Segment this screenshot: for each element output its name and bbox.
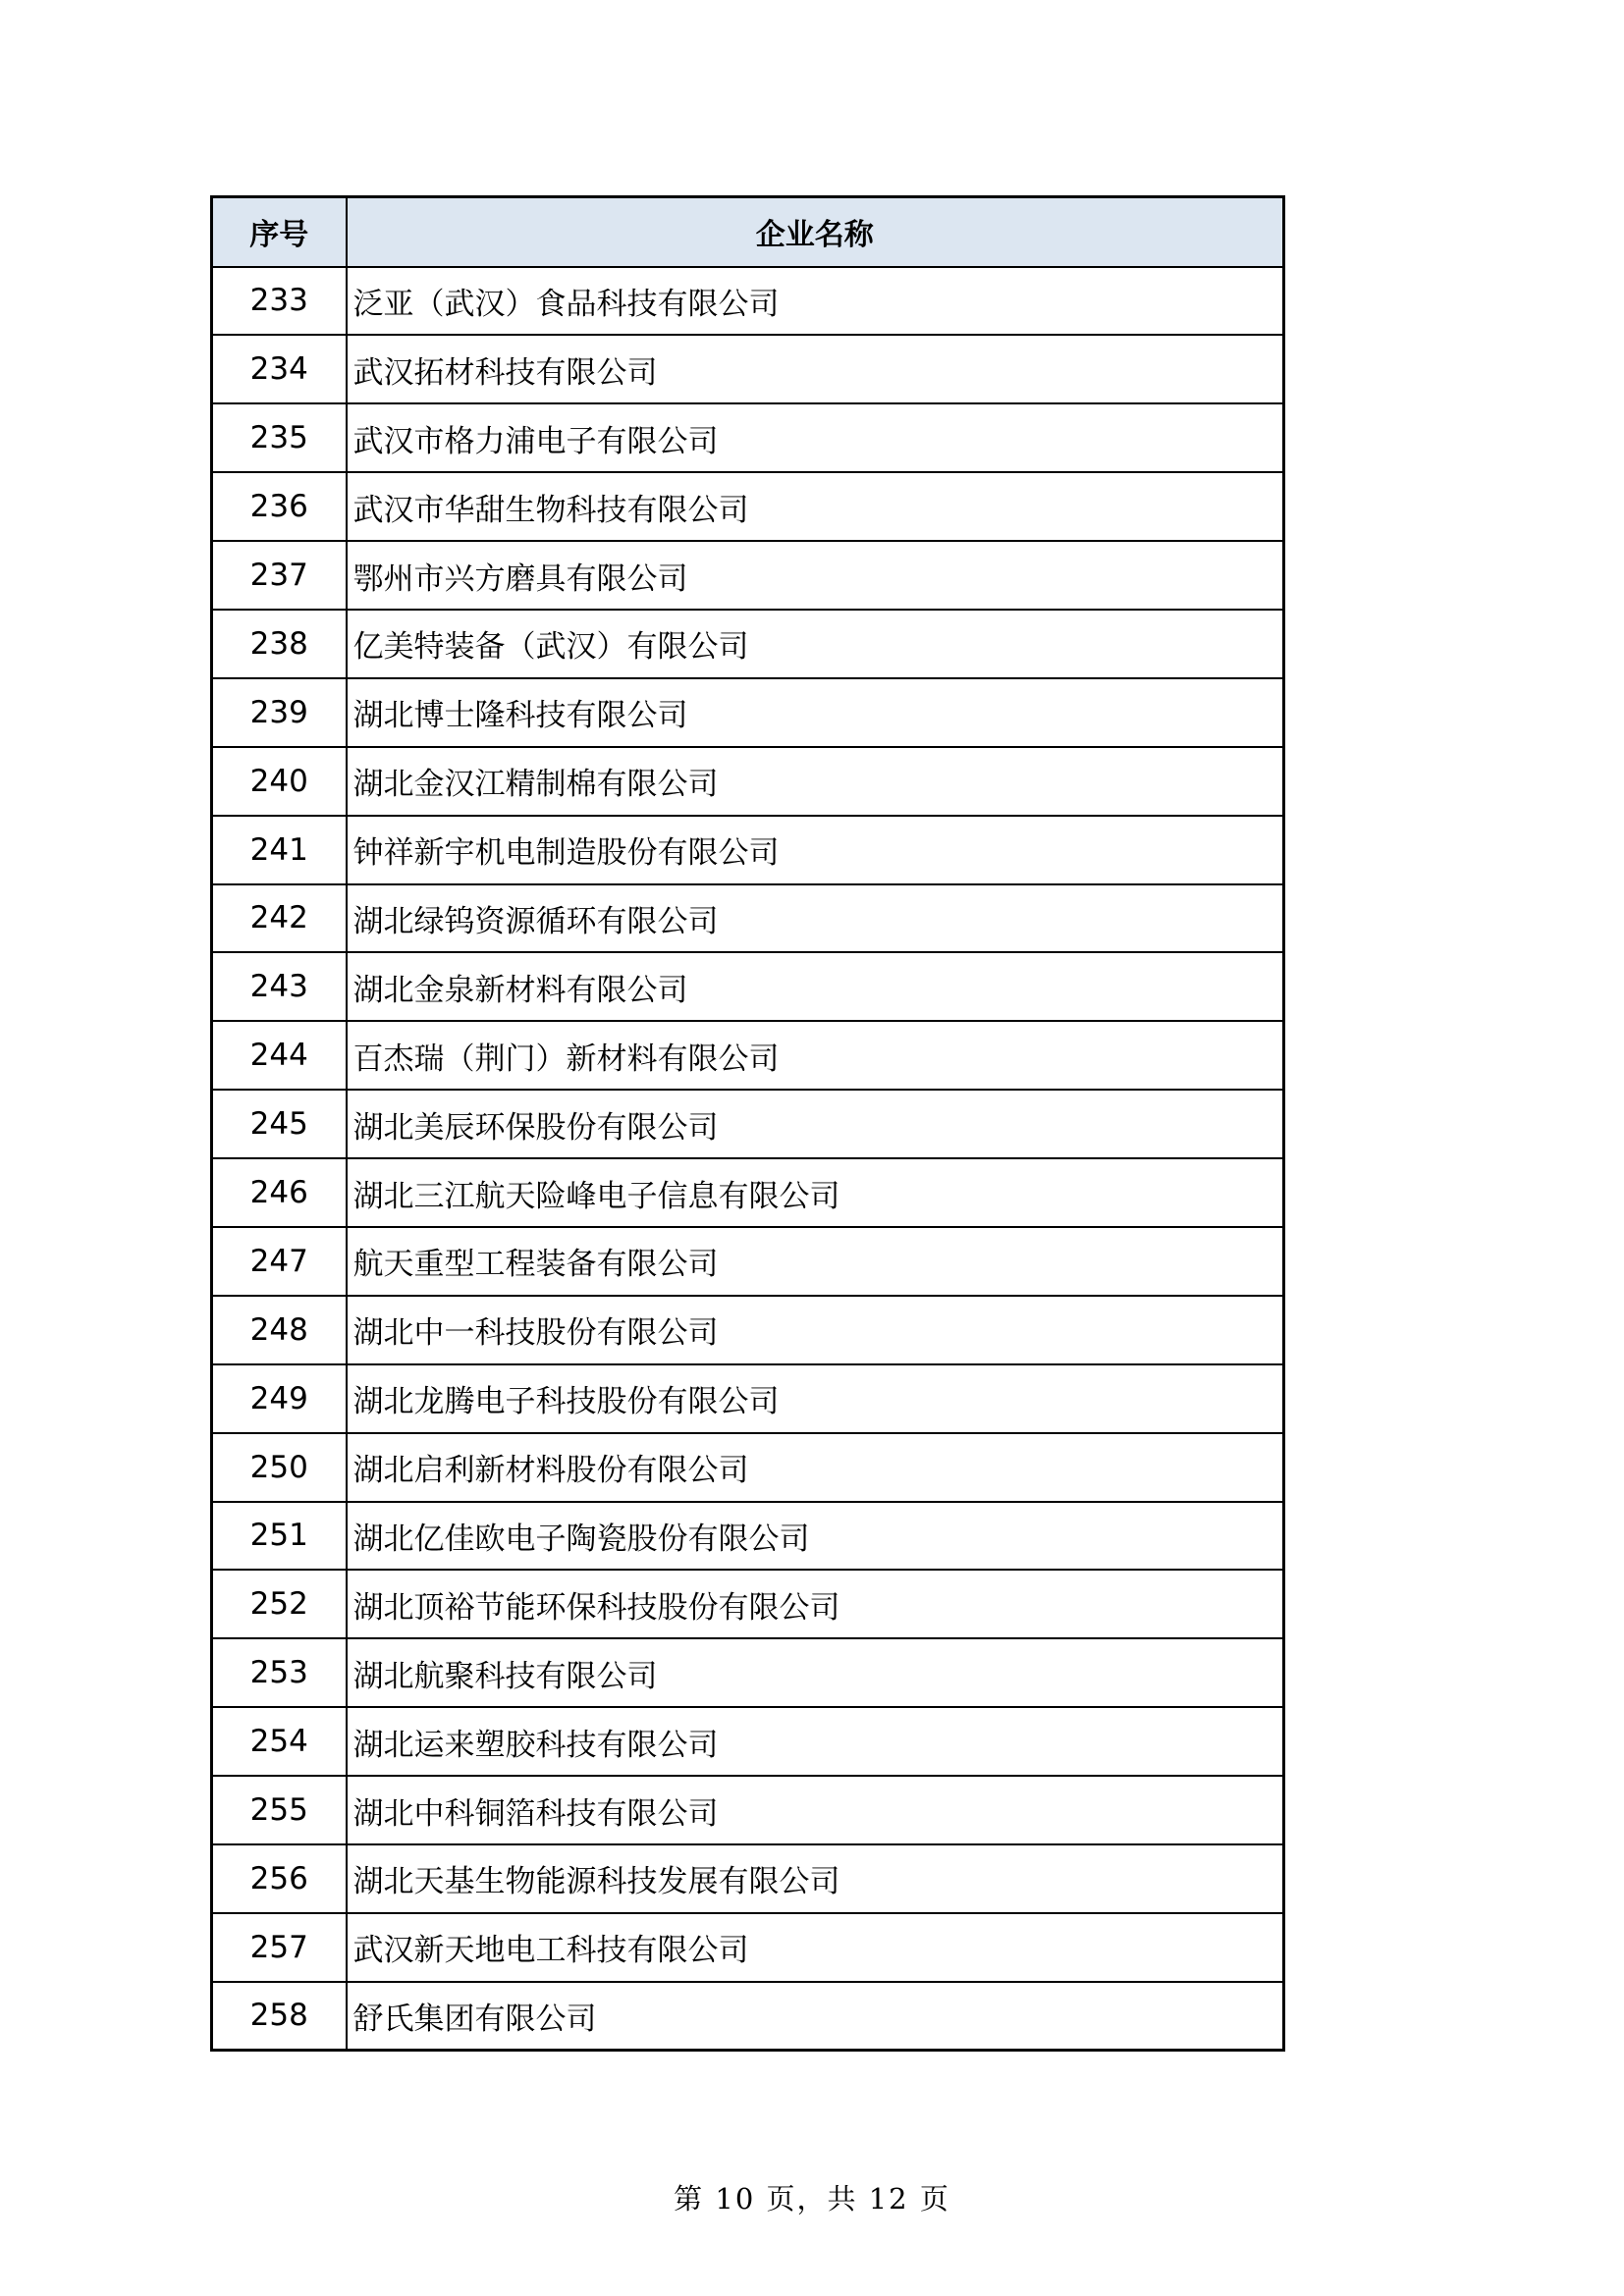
row-company-name: 武汉拓材科技有限公司 <box>347 335 1284 403</box>
table-row <box>212 472 1284 541</box>
table-header <box>212 197 1284 267</box>
row-index: 240 <box>212 747 347 816</box>
table-row <box>212 1844 1284 1913</box>
row-index: 247 <box>212 1227 347 1296</box>
row-company-name: 湖北龙腾电子科技股份有限公司 <box>347 1364 1284 1433</box>
row-index: 249 <box>212 1364 347 1433</box>
row-company-name: 航天重型工程装备有限公司 <box>347 1227 1284 1296</box>
row-index: 235 <box>212 403 347 472</box>
row-company-name: 鄂州市兴方磨具有限公司 <box>347 541 1284 610</box>
row-index: 253 <box>212 1638 347 1707</box>
row-index: 254 <box>212 1707 347 1776</box>
row-index: 234 <box>212 335 347 403</box>
row-company-name: 百杰瑞（荆门）新材料有限公司 <box>347 1021 1284 1090</box>
row-index: 246 <box>212 1158 347 1227</box>
row-company-name: 武汉市华甜生物科技有限公司 <box>347 472 1284 541</box>
row-company-name: 湖北航聚科技有限公司 <box>347 1638 1284 1707</box>
table-row <box>212 1227 1284 1296</box>
row-index: 251 <box>212 1502 347 1571</box>
row-index: 236 <box>212 472 347 541</box>
table-row <box>212 1638 1284 1707</box>
row-company-name: 湖北绿钨资源循环有限公司 <box>347 884 1284 953</box>
table-row <box>212 1502 1284 1571</box>
row-company-name: 湖北运来塑胶科技有限公司 <box>347 1707 1284 1776</box>
row-index: 239 <box>212 678 347 747</box>
row-company-name: 湖北中一科技股份有限公司 <box>347 1296 1284 1364</box>
row-company-name: 湖北顶裕节能环保科技股份有限公司 <box>347 1570 1284 1638</box>
table-header-row <box>212 197 1284 267</box>
table-row <box>212 610 1284 678</box>
header-company-name: 企业名称 <box>347 197 1284 267</box>
row-index: 237 <box>212 541 347 610</box>
row-company-name: 湖北博士隆科技有限公司 <box>347 678 1284 747</box>
row-index: 248 <box>212 1296 347 1364</box>
page-number-footer: 第 10 页，共 12 页 <box>674 2182 950 2216</box>
table-row <box>212 884 1284 953</box>
row-company-name: 湖北三江航天险峰电子信息有限公司 <box>347 1158 1284 1227</box>
row-company-name: 钟祥新宇机电制造股份有限公司 <box>347 816 1284 884</box>
table-row <box>212 1982 1284 2051</box>
table-row <box>212 1021 1284 1090</box>
row-index: 242 <box>212 884 347 953</box>
table-row <box>212 1364 1284 1433</box>
row-index: 233 <box>212 267 347 336</box>
table-row <box>212 1776 1284 1844</box>
row-company-name: 湖北天基生物能源科技发展有限公司 <box>347 1844 1284 1913</box>
table-row <box>212 952 1284 1021</box>
table-row <box>212 747 1284 816</box>
table-body <box>212 267 1284 2051</box>
row-index: 250 <box>212 1433 347 1502</box>
table-row <box>212 1296 1284 1364</box>
table-row <box>212 1090 1284 1158</box>
row-index: 257 <box>212 1913 347 1982</box>
row-index: 238 <box>212 610 347 678</box>
row-company-name: 泛亚（武汉）食品科技有限公司 <box>347 267 1284 336</box>
row-company-name: 武汉市格力浦电子有限公司 <box>347 403 1284 472</box>
row-company-name: 湖北亿佳欧电子陶瓷股份有限公司 <box>347 1502 1284 1571</box>
row-company-name: 湖北美辰环保股份有限公司 <box>347 1090 1284 1158</box>
table-row <box>212 335 1284 403</box>
table-row <box>212 678 1284 747</box>
row-index: 241 <box>212 816 347 884</box>
row-company-name: 湖北中科铜箔科技有限公司 <box>347 1776 1284 1844</box>
row-company-name: 亿美特装备（武汉）有限公司 <box>347 610 1284 678</box>
table-row <box>212 1707 1284 1776</box>
table-row <box>212 1433 1284 1502</box>
table-row <box>212 1158 1284 1227</box>
row-index: 255 <box>212 1776 347 1844</box>
table-row <box>212 1570 1284 1638</box>
table-row <box>212 816 1284 884</box>
row-company-name: 武汉新天地电工科技有限公司 <box>347 1913 1284 1982</box>
row-index: 244 <box>212 1021 347 1090</box>
header-index: 序号 <box>212 197 347 267</box>
table-row <box>212 403 1284 472</box>
row-company-name: 湖北启利新材料股份有限公司 <box>347 1433 1284 1502</box>
row-index: 243 <box>212 952 347 1021</box>
row-index: 245 <box>212 1090 347 1158</box>
row-company-name: 湖北金汉江精制棉有限公司 <box>347 747 1284 816</box>
table-row <box>212 1913 1284 1982</box>
row-index: 252 <box>212 1570 347 1638</box>
row-index: 258 <box>212 1982 347 2051</box>
table-row <box>212 267 1284 336</box>
table-row <box>212 541 1284 610</box>
row-company-name: 舒氏集团有限公司 <box>347 1982 1284 2051</box>
company-list-table <box>210 195 1285 2052</box>
row-company-name: 湖北金泉新材料有限公司 <box>347 952 1284 1021</box>
row-index: 256 <box>212 1844 347 1913</box>
